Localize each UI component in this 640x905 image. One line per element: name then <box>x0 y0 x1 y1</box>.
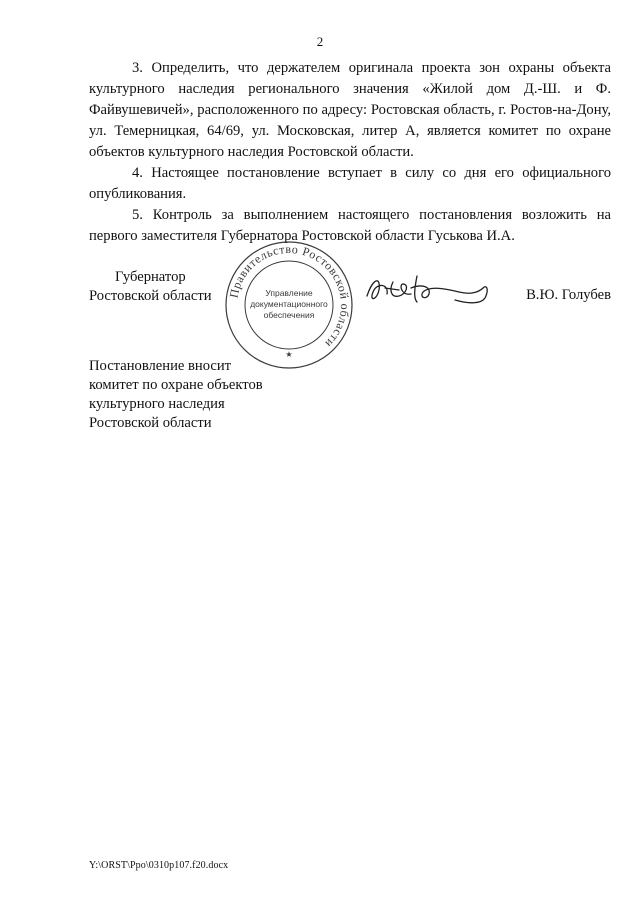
signer-title <box>89 268 212 306</box>
submitter-line1: Постановление вносит <box>89 358 232 374</box>
stamp-star-icon: ★ <box>285 350 293 359</box>
handwritten-signature <box>359 268 499 308</box>
paragraph-4: 4. Настоящее постановление вступает в силу со дня его официального опубликования. <box>89 165 611 202</box>
submitter-note <box>89 357 349 433</box>
signer-title-line1: Губернатор <box>115 269 186 285</box>
signer-name: В.Ю. Голубев <box>526 287 611 303</box>
official-stamp <box>224 240 354 370</box>
footer-file-path: Y:\ORST\Ppo\0310p107.f20.docx <box>89 860 229 871</box>
stamp-center-line3: обеспечения <box>263 310 315 320</box>
paragraph-5: 5. Контроль за выполнением настоящего постановления возложить на первого заместителя Губернатора Ростовской области Гуськова И.А. <box>89 207 611 244</box>
submitter-line4: Ростовской области <box>89 415 212 431</box>
page-number: 2 <box>316 34 324 49</box>
signer-title-line2: Ростовской области <box>89 288 212 304</box>
submitter-line3: культурного наследия <box>89 396 225 412</box>
stamp-center-line2: документационного <box>250 299 328 309</box>
submitter-line2: комитет по охране объектов <box>89 377 263 393</box>
document-body <box>89 58 611 247</box>
stamp-center-line1: Управление <box>265 288 313 298</box>
signature-block <box>89 240 611 370</box>
paragraph-3: 3. Определить, что держателем оригинала проекта зон охраны объекта культурного наследия регионального значения «Жилой дом Д.-Ш. и Ф. Файвушевичей», расположенного по адресу: Ростовская область, г. Ростов-на-Дону, ул. Темерницкая, 64/69, ул. Московская, литер А, является комитет по охране объектов культурного наследия Ростовской области. <box>89 60 611 160</box>
stamp-ring-text: Правительство Ростовской области <box>226 241 353 351</box>
